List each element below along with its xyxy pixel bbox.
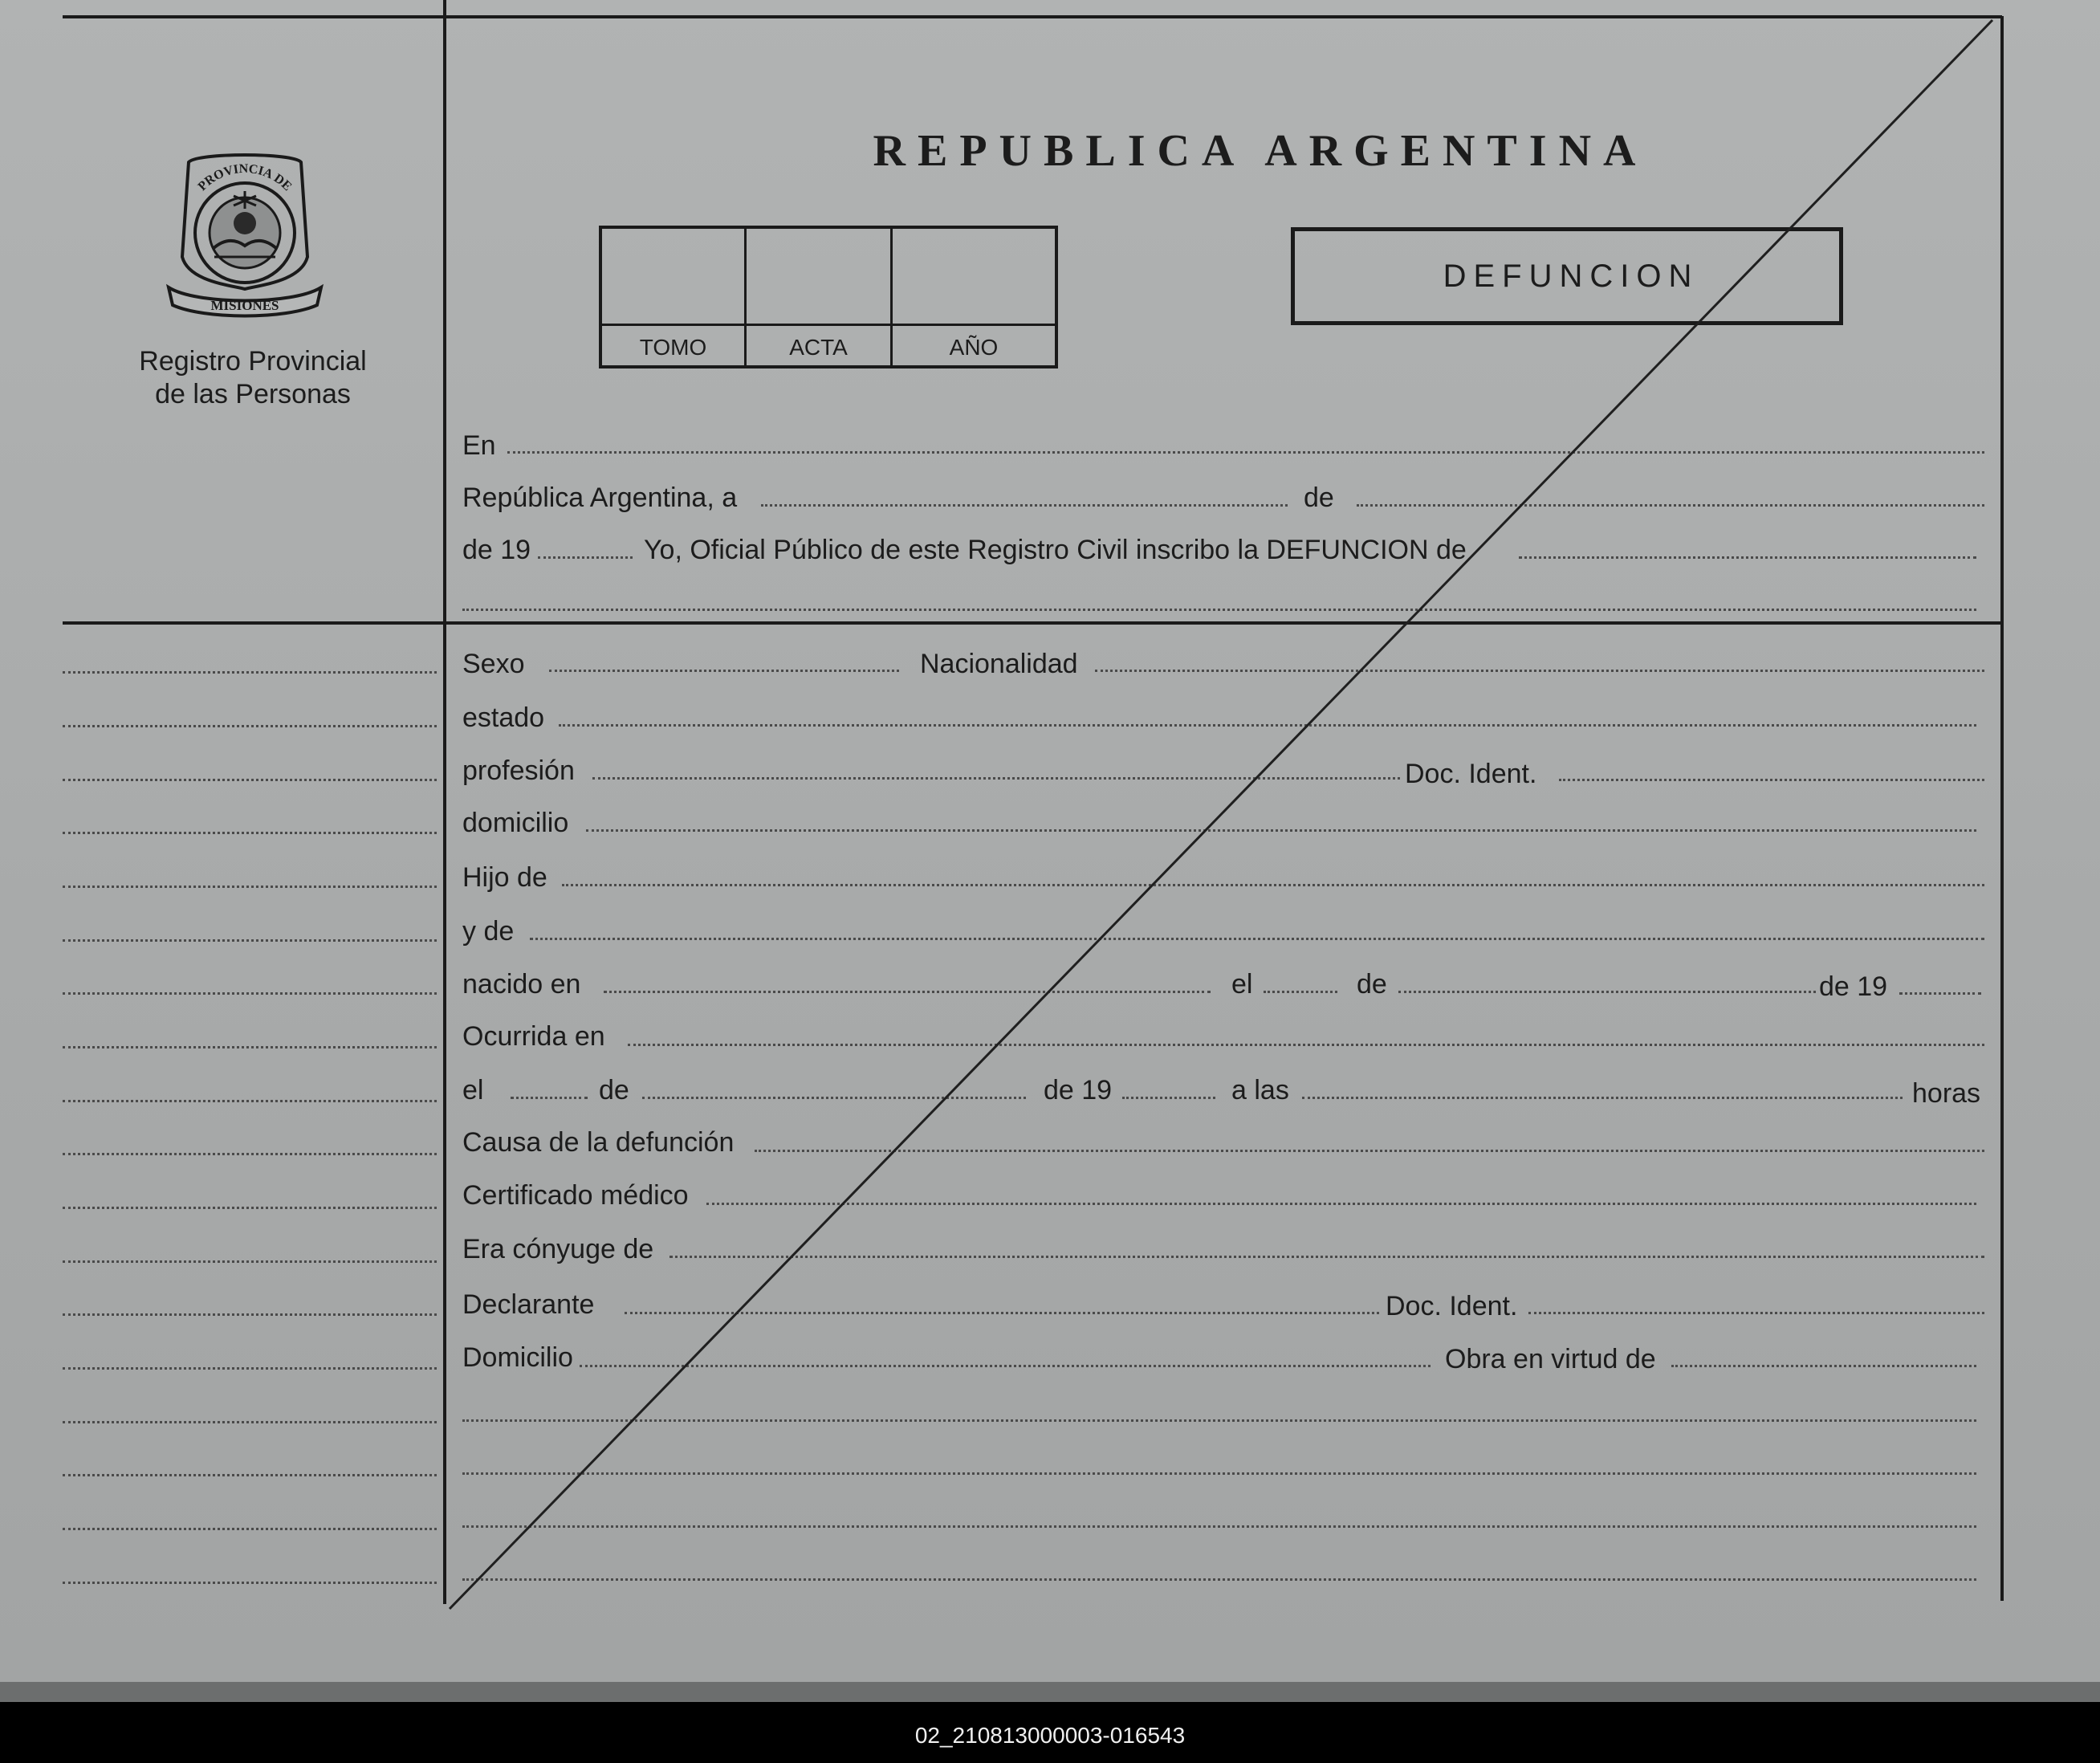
label-de-2: de xyxy=(1357,969,1387,1000)
label-estado: estado xyxy=(462,702,545,733)
registry-header-acta: ACTA xyxy=(789,335,848,360)
label-horas: horas xyxy=(1912,1078,1981,1109)
seal-upper-text: PROVINCIA DE xyxy=(195,161,295,194)
label-doc-ident-1: Doc. Ident. xyxy=(1405,759,1537,789)
label-de19-3: de 19 xyxy=(1044,1075,1113,1105)
label-declarante: Declarante xyxy=(462,1289,595,1320)
label-el-1: el xyxy=(1231,969,1253,1000)
label-de-1: de xyxy=(1304,482,1334,513)
label-domicilio-1: domicilio xyxy=(462,808,569,838)
label-domicilio-2: Domicilio xyxy=(462,1342,573,1373)
seal-lower-text: MISIONES xyxy=(210,298,279,313)
label-en: En xyxy=(462,430,496,461)
label-hijo-de: Hijo de xyxy=(462,862,547,893)
label-de19-2: de 19 xyxy=(1819,971,1888,1002)
registry-header-ano: AÑO xyxy=(949,335,999,360)
label-republica: República Argentina, a xyxy=(462,482,738,513)
label-de19-1: de 19 xyxy=(462,535,531,565)
label-sexo: Sexo xyxy=(462,649,525,679)
label-de-3: de xyxy=(599,1075,629,1105)
label-el-2: el xyxy=(462,1075,484,1105)
label-nacionalidad: Nacionalidad xyxy=(920,649,1078,679)
label-a-las: a las xyxy=(1231,1075,1289,1105)
label-oficial: Yo, Oficial Público de este Registro Civil inscribo la DEFUNCION de xyxy=(644,535,1467,565)
scan-id: 02_210813000003-016543 xyxy=(914,1723,1186,1748)
label-doc-ident-2: Doc. Ident. xyxy=(1386,1291,1518,1321)
label-ocurrida-en: Ocurrida en xyxy=(462,1021,605,1052)
agency-name-line1: Registro Provincial xyxy=(139,346,367,377)
label-y-de: y de xyxy=(462,916,515,947)
label-profesion: profesión xyxy=(462,755,575,786)
label-conyuge: Era cónyuge de xyxy=(462,1234,654,1264)
label-certificado: Certificado médico xyxy=(462,1180,689,1211)
label-nacido-en: nacido en xyxy=(462,969,581,1000)
label-obra: Obra en virtud de xyxy=(1445,1344,1656,1374)
agency-name-line2: de las Personas xyxy=(155,379,351,409)
page-title: REPUBLICA ARGENTINA xyxy=(873,126,1648,176)
registry-header-tomo: TOMO xyxy=(639,335,707,360)
label-causa: Causa de la defunción xyxy=(462,1127,735,1158)
record-type-label: DEFUNCION xyxy=(1443,258,1699,294)
